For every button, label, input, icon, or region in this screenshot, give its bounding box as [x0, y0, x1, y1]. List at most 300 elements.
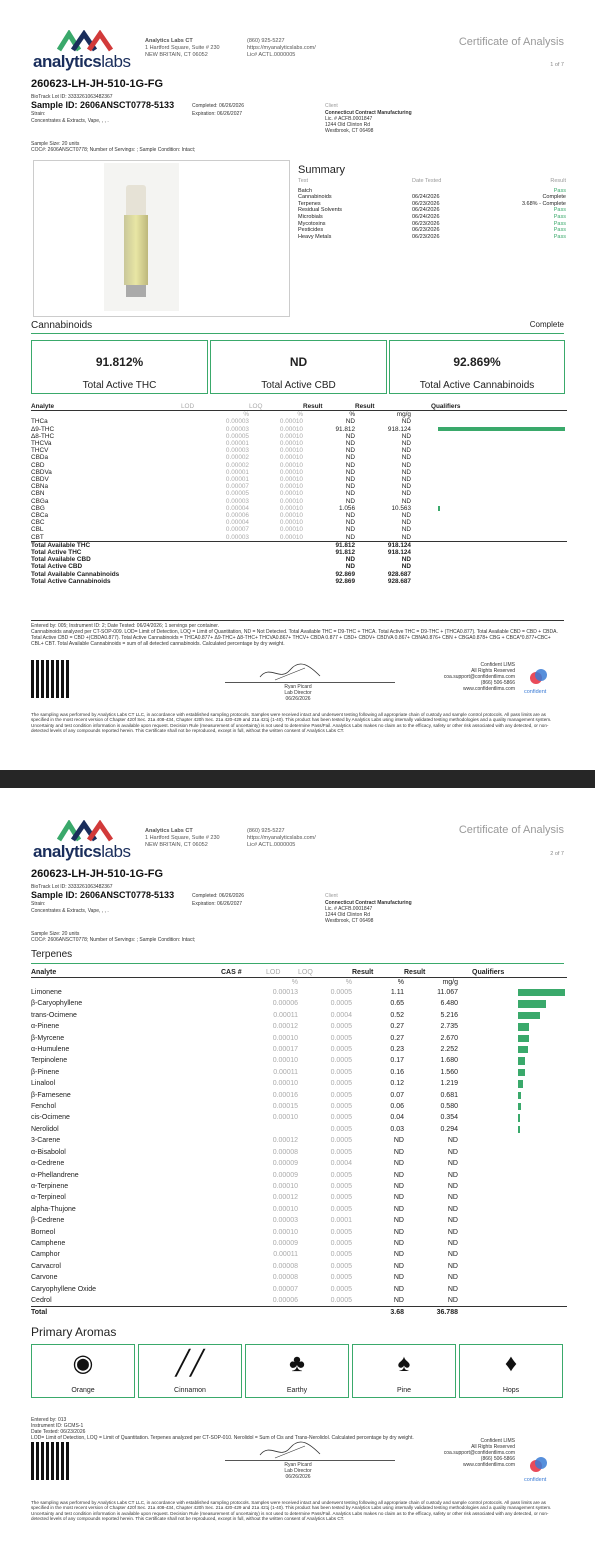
terpene-row	[31, 1215, 567, 1226]
terpene-result-mg: ND	[447, 1160, 458, 1168]
cannabinoid-row	[31, 519, 567, 526]
lab-license: Lic# ACTL.0000005	[247, 842, 296, 848]
terpene-loq: 0.0005	[330, 1171, 352, 1179]
summary-row	[298, 214, 566, 221]
analyte-name: THCV	[31, 447, 49, 455]
cannabinoid-total-row	[31, 541, 567, 549]
analyte-name: THCa	[31, 418, 48, 426]
terpene-lod: 0.00011	[273, 1011, 298, 1019]
expiration-date: Expiration: 06/26/2027	[192, 111, 243, 117]
unit-loq: %	[345, 979, 352, 986]
terpene-note-method: LOD= Limit of Detection, LOQ = Limit of Quantitation. Terpenes analyzed per CT-SOP-010. Nerolidol = Sum of Cis and Trans-Nerolidol. Calculated percentage by dry weight.	[31, 1435, 414, 1441]
terpene-result-pct: 0.52	[390, 1011, 404, 1019]
analyte-result-pct: ND	[345, 418, 355, 426]
summary-test: Heavy Metals	[298, 233, 332, 240]
terpene-row	[31, 1170, 567, 1181]
analyte-lod: 0.00003	[225, 425, 249, 433]
analyte-lod: 0.00007	[225, 483, 249, 491]
summary-test: Batch	[298, 187, 313, 194]
aroma-card-hops	[459, 1344, 563, 1398]
lab-address-2: NEW BRITAIN, CT 06052	[145, 842, 208, 848]
terpene-row	[31, 1044, 567, 1055]
col-result-mg: Result	[404, 968, 458, 978]
terpene-name: Camphene	[31, 1239, 66, 1247]
analyte-result-mg: 10.563	[391, 504, 411, 512]
summary-row	[298, 221, 566, 228]
terpene-result-pct: 1.11	[390, 989, 404, 996]
lab-company: Analytics Labs CT	[145, 828, 193, 834]
terpene-loq: 0.0005	[330, 1274, 352, 1282]
terpene-loq: 0.0005	[330, 1205, 352, 1213]
qualifier-bar	[438, 506, 440, 510]
client-name: Connecticut Contract Manufacturing	[325, 110, 412, 116]
terpene-loq: 0.0005	[330, 1080, 352, 1088]
terpene-bar	[518, 1046, 528, 1053]
analyte-loq: 0.00010	[279, 468, 303, 476]
terpene-row	[31, 1112, 567, 1123]
coa-page-1	[0, 0, 595, 770]
analyte-loq: 0.00010	[279, 512, 303, 520]
analyte-result-pct: ND	[345, 468, 355, 476]
analyte-lod: 0.00004	[225, 519, 249, 527]
lab-license: Lic# ACTL.0000005	[247, 52, 296, 58]
terpene-result-pct: 0.27	[390, 1023, 404, 1031]
terpene-row	[31, 1055, 567, 1066]
analyte-name: CBDV	[31, 476, 49, 484]
terpene-result-mg: ND	[447, 1228, 458, 1236]
analyte-result-pct: ND	[345, 497, 355, 505]
lab-website[interactable]: https://myanalyticslabs.com/	[247, 835, 316, 841]
summary-col-date: Date Tested	[412, 178, 442, 184]
terpene-result-pct: 0.04	[390, 1114, 404, 1122]
terpene-bar	[518, 1069, 525, 1076]
total-thc-label: Total Active THC	[82, 380, 157, 391]
analyte-result-pct: ND	[345, 432, 355, 440]
analyte-result-pct: ND	[345, 519, 355, 527]
analyte-name: CBDVa	[31, 468, 52, 476]
total-name: Total Active THC	[31, 549, 82, 557]
total-name: Total Available Cannabinoids	[31, 570, 120, 578]
analyte-result-mg: ND	[401, 447, 411, 455]
mushroom-icon: ♣	[289, 1350, 305, 1377]
terpene-loq: 0.0005	[330, 1103, 352, 1111]
terpene-bar	[518, 1057, 525, 1064]
terpene-lod: 0.00010	[272, 1080, 298, 1088]
lot-number: 260623-LH-JH-510-1G-FG	[31, 868, 164, 880]
cannabinoid-row	[31, 526, 567, 533]
summary-table	[298, 178, 566, 240]
signer-role: Lab Director	[284, 1468, 312, 1474]
terpene-row	[31, 987, 567, 998]
terpene-name: Camphor	[31, 1251, 60, 1259]
summary-result: Pass	[553, 220, 566, 227]
page-number: 1 of 7	[550, 62, 564, 68]
summary-result: Pass	[553, 227, 566, 234]
page-number: 2 of 7	[550, 851, 564, 857]
total-mg: 918.124	[387, 549, 411, 557]
vape-cartridge-image	[104, 163, 179, 311]
summary-test: Microbials	[298, 213, 323, 220]
cannabinoid-row	[31, 505, 567, 512]
analyte-result-mg: ND	[401, 440, 411, 448]
cannabinoid-note-method: Cannabinoids analyzed per CT-SOP-009. LOD= Limit of Detection, LOQ = Limit of Quantitation, ND = Not Detected. Total Available THC = D9-THC + THCA. Total Active THC = D9-THC + (THCA0.877). Total Available CBD = CBD + CBDA. Total Active CBD = CBD +(CBDA0.877). Total Active Cannabinoids = THCA0.877+ Δ9-THC+ Δ8-THC+ THCVA0.867+ THCV+ CBDA 0.877 + CBD+ CBDV+ CBDVA 0.867+ CBNA0.876+ CBN + CBGA0.878+ CBG + CBCA*0.877+CBC+ CBL+ CBT. Total Available Cannabinoids = sum of all detected cannabinoids. Calculated percentage by dry weight.	[31, 629, 558, 647]
terpene-name: trans-Ocimene	[31, 1011, 77, 1019]
coc-info: COC#: 2606ANSCT0778; Number of Servings: ; Sample Condition: Intact;	[31, 147, 196, 153]
col-cas: CAS #	[221, 968, 266, 978]
unit-lod: %	[291, 979, 298, 986]
terpene-lod: 0.00017	[272, 1046, 298, 1054]
logo-mark-icon	[57, 820, 117, 842]
terpene-result-mg: 5.216	[440, 1011, 458, 1019]
analyte-lod: 0.00002	[225, 461, 249, 469]
terpene-bar	[518, 1000, 546, 1007]
cannabinoid-total-row	[31, 571, 567, 578]
terpene-row	[31, 1204, 567, 1215]
terpene-result-mg: ND	[447, 1251, 458, 1259]
terpene-lod: 0.00009	[272, 1160, 298, 1168]
client-label: Client	[325, 893, 338, 899]
analyte-result-mg: ND	[401, 519, 411, 527]
terpene-lod: 0.00011	[273, 1251, 298, 1259]
terpene-result-pct: 0.23	[390, 1046, 404, 1054]
aroma-card-pine	[352, 1344, 456, 1398]
lab-website[interactable]: https://myanalyticslabs.com/	[247, 45, 316, 51]
terpene-note-date: Date Tested: 06/23/2026	[31, 1429, 86, 1435]
analyte-loq: 0.00010	[279, 461, 303, 469]
analyte-name: CBC	[31, 519, 45, 527]
cannabinoids-title: Cannabinoids	[31, 320, 93, 331]
summary-row	[298, 201, 566, 208]
analyte-result-mg: ND	[401, 468, 411, 476]
client-address-2: Westbrook, CT 06498	[325, 918, 374, 924]
biotrack-id: BioTrack Lot ID: 3333261063482367	[31, 884, 113, 890]
analyte-name: CBG	[31, 504, 45, 512]
terpene-result-mg: ND	[447, 1296, 458, 1304]
cannabinoid-notes	[31, 623, 561, 647]
unit-result-mg: mg/g	[442, 979, 458, 986]
terpene-name: Fenchol	[31, 1103, 56, 1111]
terpene-result-pct: ND	[393, 1262, 404, 1270]
aromas-title: Primary Aromas	[31, 1325, 117, 1339]
coc-info: COC#: 2606ANSCT0778; Number of Servings: ; Sample Condition: Intact;	[31, 937, 196, 943]
summary-row	[298, 234, 566, 241]
analyte-name: CBGa	[31, 497, 49, 505]
summary-row	[298, 227, 566, 234]
analyte-result-mg: ND	[401, 526, 411, 534]
terpene-row	[31, 1124, 567, 1135]
terpene-lod: 0.00012	[272, 1194, 298, 1202]
cannabinoid-total-row	[31, 563, 567, 570]
qr-code-icon[interactable]	[31, 660, 69, 698]
terpene-loq: 0.0005	[330, 1068, 352, 1076]
cannabinoid-note-entered: Entered by: 005; Instrument ID: 2; Date Tested: 06/24/2026; 1 servings per container.	[31, 623, 220, 629]
terpene-loq: 0.0005	[330, 1262, 352, 1270]
lims-website[interactable]: www.confidentlims.com	[463, 686, 515, 692]
terpene-row	[31, 1078, 567, 1089]
terpene-lod: 0.00007	[272, 1285, 298, 1293]
logo-mark-icon	[57, 30, 117, 52]
analyte-loq: 0.00010	[279, 418, 303, 426]
terpene-row	[31, 1158, 567, 1169]
lims-website[interactable]: www.confidentlims.com	[463, 1462, 515, 1468]
terpene-result-mg: 0.294	[440, 1125, 458, 1133]
sample-id: Sample ID: 2606ANSCT0778-5133	[31, 100, 175, 110]
terpene-result-pct: 0.27	[390, 1034, 404, 1042]
terpene-lod: 0.00010	[272, 1182, 298, 1190]
terpene-result-pct: ND	[393, 1182, 404, 1190]
terpene-result-pct: ND	[393, 1285, 404, 1293]
lims-email[interactable]: coa.support@confidentlims.com	[443, 1450, 515, 1456]
terpene-row	[31, 1067, 567, 1078]
summary-result: Pass	[553, 233, 566, 240]
biotrack-id: BioTrack Lot ID: 3333261063482367	[31, 94, 113, 100]
total-cbd-box	[210, 340, 387, 394]
terpene-name: α-Bisabolol	[31, 1148, 66, 1156]
qr-code-icon[interactable]	[31, 1442, 69, 1480]
disclaimer: The sampling was performed by Analytics Labs CT LLC, in accordance with established sampling protocols. Samples were received intact and underwent testing following all appropriate chain of custody and sample control protocols. All pass limits are as specified in the most recent version of Chapter 420f Sec. 21a 408-434, Chapter 420h Sec. 21a 420-429 and 21a 421j (1-40). This product has been tested by Analytics Labs using internally validated testing methodologies and a quality management system. Uncertainty and test condition information is available upon request. Decision Rule (measurement of uncertainty) is not used to determine Pass/Fail. Analytics Labs makes no claim as to the efficacy, safety or other risk associated with any detected, or non-detected levels of any compounds reported herein. This Certificate shall not be reproduced, except in full, without the written consent of Analytics Labs CT.	[31, 1500, 552, 1522]
terpene-result-pct: 0.06	[390, 1103, 404, 1111]
terpene-result-mg: ND	[447, 1205, 458, 1213]
analyte-result-pct: ND	[345, 512, 355, 520]
completed-date: Completed: 06/26/2026	[192, 103, 244, 109]
lab-address-1: 1 Hartford Square, Suite # 230	[145, 45, 220, 51]
cannabinoid-row	[31, 440, 567, 447]
cannabinoid-row	[31, 483, 567, 490]
terpene-name: β-Farnesene	[31, 1091, 71, 1099]
cannabinoid-row	[31, 534, 567, 542]
summary-result: 3.68% - Complete	[521, 200, 566, 207]
terpene-result-mg: 0.354	[440, 1114, 458, 1122]
terpene-lod: 0.00003	[272, 1217, 298, 1225]
confident-logo-icon	[528, 1456, 548, 1476]
coa-page-2	[0, 788, 595, 1558]
terpene-row	[31, 1295, 567, 1307]
terpene-result-pct: ND	[393, 1274, 404, 1282]
signer-name: Ryan Picard	[284, 684, 312, 690]
completed-date: Completed: 06/26/2026	[192, 893, 244, 899]
lab-phone: (860) 925-5227	[247, 38, 285, 44]
terpene-result-mg: ND	[447, 1217, 458, 1225]
analyte-result-pct: 91.812	[335, 425, 355, 433]
col-lod: LOD	[181, 403, 249, 411]
terpene-lod: 0.00010	[272, 1114, 298, 1122]
analyte-name: CBL	[31, 526, 44, 534]
cannabinoid-row	[31, 469, 567, 476]
terpene-lod	[266, 1124, 298, 1135]
total-thc-value: 91.812%	[95, 355, 144, 369]
qualifier-bar	[438, 427, 565, 431]
terpene-result-pct: 0.12	[390, 1080, 404, 1088]
terpene-total-row	[31, 1307, 567, 1319]
terpene-row	[31, 1090, 567, 1101]
analyte-result-mg: ND	[401, 476, 411, 484]
analyte-lod: 0.00006	[225, 512, 249, 520]
analyte-lod: 0.00003	[225, 533, 249, 541]
analyte-result-pct: ND	[345, 461, 355, 469]
total-pct: 92.869	[335, 570, 355, 578]
total-cannabinoids-box	[389, 340, 565, 394]
terpene-bar	[518, 1114, 520, 1121]
summary-date: 06/24/2026	[412, 213, 440, 220]
terpene-result-pct: ND	[393, 1217, 404, 1225]
analyte-name: CBCa	[31, 512, 49, 520]
total-mg: ND	[401, 556, 411, 564]
terpene-lod: 0.00013	[272, 989, 298, 996]
terpene-result-pct: 0.03	[390, 1125, 404, 1133]
analyte-name: Δ8-THC	[31, 432, 55, 440]
terpene-result-mg: ND	[447, 1274, 458, 1282]
analyte-lod: 0.00002	[225, 454, 249, 462]
terpene-result-mg: ND	[447, 1182, 458, 1190]
terpene-result-mg: ND	[447, 1194, 458, 1202]
terpene-result-mg: ND	[447, 1171, 458, 1179]
terpene-loq: 0.0005	[330, 1251, 352, 1259]
analyte-lod: 0.00005	[225, 490, 249, 498]
total-pct: 91.812	[335, 541, 355, 549]
terpene-result-pct: ND	[393, 1171, 404, 1179]
col-loq: LOQ	[249, 403, 303, 411]
aroma-label: Hops	[502, 1387, 520, 1394]
confident-brand: confident	[524, 689, 547, 695]
terpene-result-mg: ND	[447, 1137, 458, 1145]
terpene-row	[31, 1033, 567, 1044]
aroma-label: Orange	[71, 1387, 95, 1394]
lot-number: 260623-LH-JH-510-1G-FG	[31, 78, 164, 90]
terpene-result-mg: 2.252	[440, 1046, 458, 1054]
unit-loq: %	[297, 411, 303, 419]
summary-date: 06/24/2026	[412, 207, 440, 214]
page-divider	[0, 770, 595, 788]
expiration-date: Expiration: 06/26/2027	[192, 901, 243, 907]
cannabinoid-row	[31, 418, 567, 425]
total-pct: 92.869	[335, 577, 355, 585]
terpene-lod: 0.00009	[272, 1239, 298, 1247]
terpene-name: Linalool	[31, 1080, 56, 1088]
lims-phone: (866) 506-5866	[480, 680, 515, 686]
analyte-lod: 0.00003	[225, 447, 249, 455]
analyte-loq: 0.00010	[279, 447, 303, 455]
terpene-loq: 0.0005	[330, 1046, 352, 1054]
terpene-lod: 0.00011	[273, 1068, 298, 1076]
summary-date: 06/23/2026	[412, 233, 440, 240]
terpene-loq: 0.0005	[330, 1114, 352, 1122]
summary-date: 06/24/2026	[412, 194, 440, 201]
analyte-result-mg: 918.124	[387, 425, 411, 433]
terpene-name: 3-Carene	[31, 1137, 61, 1145]
analyte-loq: 0.00010	[279, 454, 303, 462]
terpene-result-pct: ND	[393, 1148, 404, 1156]
product-photo	[33, 160, 290, 317]
total-cbd-label: Total Active CBD	[261, 380, 336, 391]
terpene-row	[31, 1284, 567, 1295]
client-license: Lic. # ACFB.0001847	[325, 116, 373, 122]
terpene-name: β-Pinene	[31, 1068, 60, 1076]
strain-label: Strain:	[31, 901, 46, 907]
terpene-loq: 0.0005	[330, 1057, 352, 1065]
terpene-loq: 0.0004	[330, 1011, 352, 1019]
analyte-name: CBT	[31, 533, 44, 541]
lab-address-2: NEW BRITAIN, CT 06052	[145, 52, 208, 58]
terpene-name: α-Terpineol	[31, 1194, 66, 1202]
sample-id: Sample ID: 2606ANSCT0778-5133	[31, 890, 175, 900]
terpene-loq: 0.0005	[330, 1239, 352, 1247]
summary-result: Pass	[553, 207, 566, 214]
terpene-row	[31, 1192, 567, 1203]
analyte-result-pct: ND	[345, 490, 355, 498]
analyte-loq: 0.00010	[279, 519, 303, 527]
hops-cone-icon: ♦	[504, 1350, 518, 1377]
signer-date: 06/26/2026	[285, 696, 311, 702]
terpene-name: α-Terpinene	[31, 1182, 69, 1190]
aroma-label: Earthy	[286, 1387, 308, 1394]
terpene-loq: 0.0005	[330, 1137, 352, 1145]
analyte-result-pct: ND	[345, 440, 355, 448]
terpene-result-pct: 0.17	[390, 1057, 404, 1065]
terpene-row	[31, 1272, 567, 1283]
terpene-name: Borneol	[31, 1228, 56, 1236]
summary-test: Cannabinoids	[298, 194, 332, 201]
total-pct: ND	[345, 556, 355, 564]
terpene-result-mg: 6.480	[440, 1000, 458, 1008]
analyte-lod: 0.00007	[225, 526, 249, 534]
terpene-lod: 0.00008	[272, 1148, 298, 1156]
analytics-labs-logo	[33, 820, 133, 862]
total-mg: 918.124	[387, 541, 411, 549]
lims-email[interactable]: coa.support@confidentlims.com	[443, 674, 515, 680]
aroma-card-earthy	[245, 1344, 349, 1398]
logo-text-a: analytics	[33, 842, 102, 861]
terpene-result-mg: 1.560	[440, 1068, 458, 1076]
client-name: Connecticut Contract Manufacturing	[325, 900, 412, 906]
summary-test: Terpenes	[298, 200, 321, 207]
total-name: Total Available THC	[31, 541, 91, 549]
signer-date: 06/26/2026	[285, 1474, 311, 1480]
terpene-row	[31, 1249, 567, 1260]
col-result-mg: Result	[355, 403, 411, 411]
cannabinoids-status: Complete	[529, 320, 564, 329]
analyte-result-pct: ND	[345, 483, 355, 491]
total-cbd-value: ND	[289, 355, 308, 369]
cannabinoid-row	[31, 498, 567, 505]
col-analyte: Analyte	[31, 968, 221, 978]
terpene-result-pct: ND	[393, 1239, 404, 1247]
terpene-result-pct: 0.16	[390, 1068, 404, 1076]
terpene-name: Carvone	[31, 1274, 58, 1282]
total-cannabinoids-label: Total Active Cannabinoids	[419, 380, 535, 391]
total-name: Total Active Cannabinoids	[31, 577, 111, 585]
cinnamon-stick-icon: ╱╱	[175, 1350, 205, 1377]
total-mg: ND	[401, 563, 411, 571]
analyte-name: THCVa	[31, 440, 52, 448]
analyte-loq: 0.00010	[279, 440, 303, 448]
total-name: Total Active CBD	[31, 563, 83, 571]
unit-result-mg: mg/g	[396, 411, 411, 419]
terpene-row	[31, 1238, 567, 1249]
total-cannabinoids-value: 92.869%	[453, 355, 501, 369]
analyte-loq: 0.00010	[279, 533, 303, 541]
col-result-pct: Result	[303, 403, 355, 411]
terpene-lod: 0.00010	[272, 1205, 298, 1213]
col-analyte: Analyte	[31, 403, 181, 411]
terpene-loq: 0.0005	[330, 1023, 352, 1031]
pine-tree-icon: ♠	[397, 1350, 411, 1377]
orange-slice-icon: ◉	[72, 1350, 94, 1377]
summary-date: 06/23/2026	[412, 227, 440, 234]
summary-col-result: Result	[550, 178, 566, 184]
analyte-loq: 0.00010	[279, 497, 303, 505]
terpene-result-mg: 1.219	[440, 1080, 458, 1088]
terpene-row	[31, 1021, 567, 1032]
